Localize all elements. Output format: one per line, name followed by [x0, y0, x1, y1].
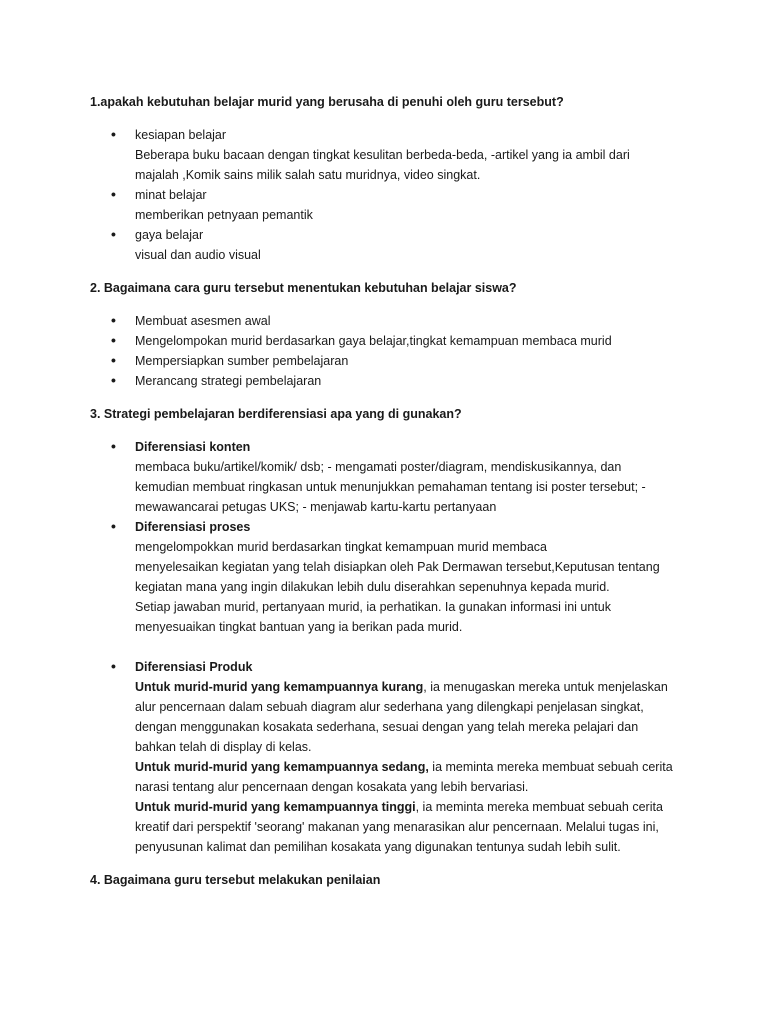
produk-tinggi-line: penyusunan kalimat dan pemilihan kosakata yang digunakan tentunya sudah lebih sulit.: [135, 840, 621, 854]
bullet-icon: •: [111, 312, 116, 328]
konten-line: membaca buku/artikel/komik/ dsb; - mengamati poster/diagram, mendiskusikannya, dan: [135, 460, 622, 474]
question-1-heading: 1.apakah kebutuhan belajar murid yang berusaha di penuhi oleh guru tersebut?: [90, 95, 564, 109]
q2-item: Mengelompokan murid berdasarkan gaya belajar,tingkat kemampuan membaca murid: [135, 334, 612, 348]
q1-item-3-detail: visual dan audio visual: [135, 248, 261, 262]
produk-kurang-line: alur pencernaan dalam sebuah diagram alur sederhana yang dilengkapi penjelasan singkat,: [135, 700, 644, 714]
q1-item-2-label: minat belajar: [135, 188, 207, 202]
produk-kurang-text: , ia menugaskan mereka untuk menjelaskan: [423, 680, 668, 694]
proses-line: menyelesaikan kegiatan yang telah disiapkan oleh Pak Dermawan tersebut,Keputusan tentang: [135, 560, 660, 574]
produk-tinggi-text: , ia meminta mereka membuat sebuah cerita: [415, 800, 663, 814]
produk-tinggi-label: Untuk murid-murid yang kemampuannya tinggi: [135, 800, 416, 814]
produk-sedang-line: narasi tentang alur pencernaan dengan kosakata yang lebih bervariasi.: [135, 780, 529, 794]
question-3-heading: 3. Strategi pembelajaran berdiferensiasi apa yang di gunakan?: [90, 407, 462, 421]
question-4-heading: 4. Bagaimana guru tersebut melakukan penilaian: [90, 873, 381, 887]
proses-line: Setiap jawaban murid, pertanyaan murid, ia perhatikan. Ia gunakan informasi ini untuk: [135, 600, 611, 614]
produk-tinggi-line: [135, 799, 663, 815]
q1-item-1-detail: majalah ,Komik sains milik salah satu muridnya, video singkat.: [135, 168, 481, 182]
bullet-icon: •: [111, 372, 116, 388]
bullet-icon: •: [111, 186, 116, 202]
q2-item: Merancang strategi pembelajaran: [135, 374, 322, 388]
proses-line: menyesuaikan tingkat bantuan yang ia berikan pada murid.: [135, 620, 463, 634]
produk-title: Diferensiasi Produk: [135, 660, 253, 674]
konten-line: mewawancarai petugas UKS; - menjawab kartu-kartu pertanyaan: [135, 500, 497, 514]
proses-title: Diferensiasi proses: [135, 520, 251, 534]
produk-kurang-line: dengan menggunakan kosakata sederhana, sesuai dengan yang telah mereka pelajari dan: [135, 720, 639, 734]
q2-item: Mempersiapkan sumber pembelajaran: [135, 354, 349, 368]
produk-kurang-line: [135, 679, 668, 695]
produk-sedang-text: ia meminta mereka membuat sebuah cerita: [428, 760, 673, 774]
konten-title: Diferensiasi konten: [135, 440, 251, 454]
q1-item-1-label: kesiapan belajar: [135, 128, 227, 142]
proses-line: kegiatan mana yang ingin dilakukan lebih dulu diserahkan sepenuhnya kepada murid.: [135, 580, 610, 594]
konten-line: kemudian membuat ringkasan untuk menunjukkan pemahaman tentang isi poster tersebut; -: [135, 480, 646, 494]
bullet-icon: •: [111, 658, 116, 674]
bullet-icon: •: [111, 518, 116, 534]
q1-item-2-detail: memberikan petnyaan pemantik: [135, 208, 313, 222]
q1-item-1-detail: Beberapa buku bacaan dengan tingkat kesulitan berbeda-beda, -artikel yang ia ambil dari: [135, 148, 630, 162]
bullet-icon: •: [111, 352, 116, 368]
produk-kurang-label: Untuk murid-murid yang kemampuannya kurang: [135, 680, 424, 694]
produk-kurang-line: bahkan telah di display di kelas.: [135, 740, 312, 754]
q1-item-3-label: gaya belajar: [135, 228, 204, 242]
bullet-icon: •: [111, 332, 116, 348]
bullet-icon: •: [111, 126, 116, 142]
q2-item: Membuat asesmen awal: [135, 314, 271, 328]
produk-sedang-line: [135, 759, 673, 775]
question-2-heading: 2. Bagaimana cara guru tersebut menentukan kebutuhan belajar siswa?: [90, 281, 517, 295]
proses-line: mengelompokkan murid berdasarkan tingkat kemampuan murid membaca: [135, 540, 548, 554]
produk-tinggi-line: kreatif dari perspektif 'seorang' makanan yang menarasikan alur pencernaan. Melalui tugas ini,: [135, 820, 659, 834]
bullet-icon: •: [111, 438, 116, 454]
bullet-icon: •: [111, 226, 116, 242]
produk-sedang-label: Untuk murid-murid yang kemampuannya sedang,: [135, 760, 429, 774]
